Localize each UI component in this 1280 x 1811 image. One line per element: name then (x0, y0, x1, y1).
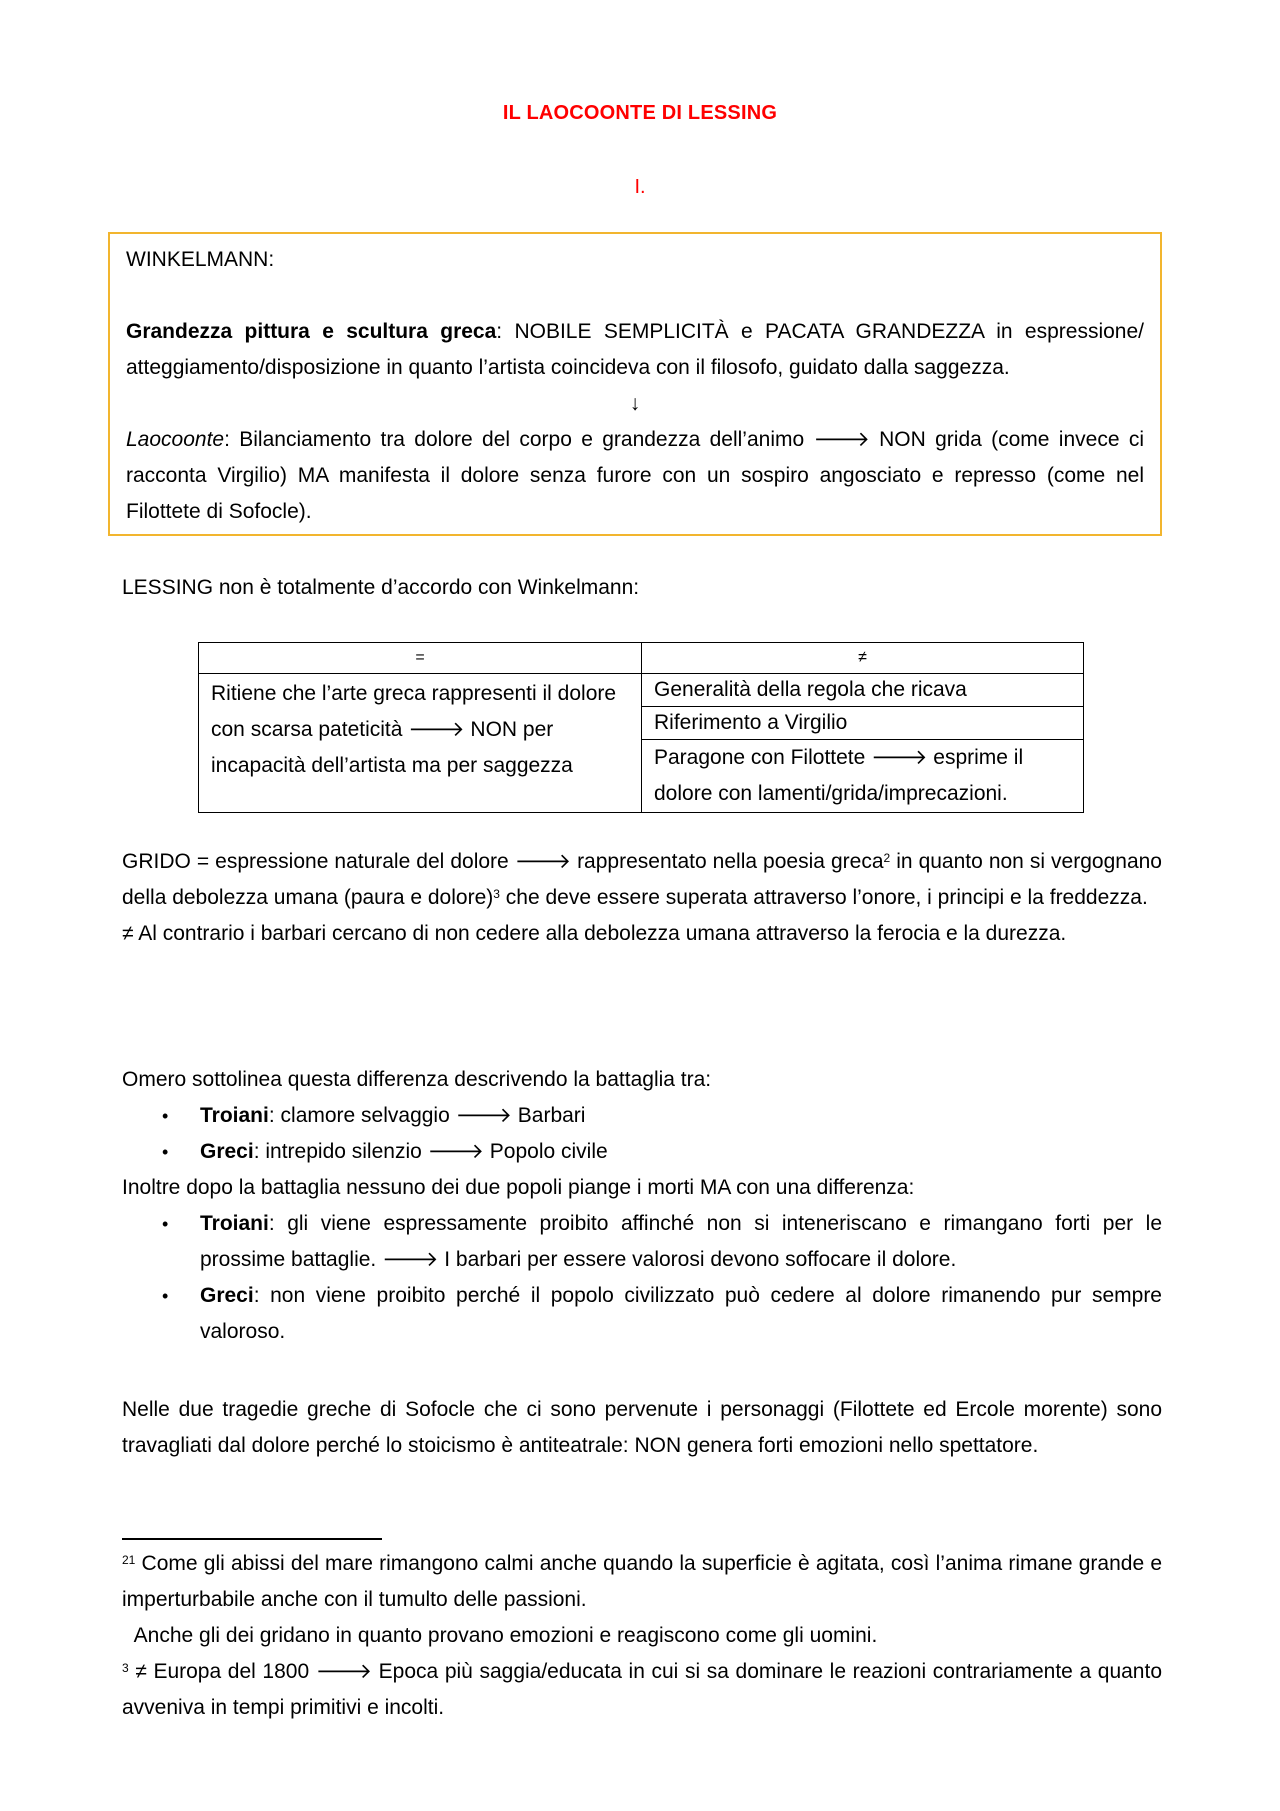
footnote-3-text: ≠ Europa del 1800 🡒 Epoca più saggia/educata in cui si sa dominare le reazioni contrariamente a quanto avveniva in tempi primitivi e incolti. (122, 1660, 1162, 1719)
box-paragraph-2 (126, 422, 1144, 530)
omero-section (122, 1062, 1162, 1350)
table-cell-agreement: Ritiene che l’arte greca rappresenti il dolore con scarsa pateticità 🡒 NON per incapacità dell’artista ma per saggezza (199, 674, 642, 813)
box-spacer (126, 278, 1144, 314)
grido-text (122, 844, 1162, 916)
list-item-text: : clamore selvaggio 🡒 Barbari (268, 1104, 586, 1127)
table-header-notequal: ≠ (642, 643, 1084, 674)
list-item-label: Greci (200, 1140, 254, 1163)
box-heading: WINKELMANN: (126, 248, 275, 271)
footnote-1-text: Come gli abissi del mare rimangono calmi anche quando la superficie è agitata, così l’anima rimane grande e imperturbabile anche con il tumulto delle passioni. (122, 1552, 1162, 1611)
bullet-icon: • (162, 1286, 169, 1306)
mourning-list (122, 1206, 1162, 1350)
list-item (122, 1206, 1162, 1278)
lessing-intro: LESSING non è totalmente d’accordo con Winkelmann: (122, 576, 640, 599)
winkelmann-box (108, 232, 1162, 536)
section-number: I. (634, 176, 646, 198)
footnote-1 (122, 1546, 1162, 1618)
omero-intro: Omero sottolinea questa differenza descrivendo la battaglia tra: (122, 1068, 712, 1091)
grido-part-3: che deve essere superata attraverso l’onore, i principi e la freddezza. (499, 886, 1148, 909)
list-item-text: : intrepido silenzio 🡒 Popolo civile (253, 1140, 608, 1163)
box-p1-text: : NOBILE SEMPLICITÀ e PACATA GRANDEZZA in espressione/ atteggiamento/disposizione in quanto l’artista coincideva con il filosofo, guidato dalla saggezza. (126, 320, 1144, 379)
footnote-3-mark: 3 (122, 1661, 129, 1675)
table-header-equal: = (199, 643, 642, 674)
sofocle-paragraph: Nelle due tragedie greche di Sofocle che ci sono pervenute i personaggi (Filottete ed Ercole morente) sono travagliati dal dolore perché lo stoicismo è antiteatrale: NON genera forti emozioni nello spettatore. (122, 1398, 1162, 1457)
list-item-label: Greci (200, 1284, 254, 1307)
box-p1-bold: Grandezza pittura e scultura greca (126, 320, 497, 343)
comparison-table (198, 642, 1084, 813)
list-item (122, 1098, 1162, 1134)
footnotes (122, 1546, 1162, 1726)
down-arrow-icon: ↓ (629, 392, 641, 415)
list-item-text: : gli viene espressamente proibito affinché non si inteneriscano e rimangano forti per le prossime battaglie. 🡒 I barbari per essere valorosi devono soffocare il dolore. (200, 1212, 1162, 1271)
table-cell-disagreement-3: Paragone con Filottete 🡒 esprime il dolore con lamenti/grida/imprecazioni. (642, 740, 1084, 813)
battle-list (122, 1098, 1162, 1170)
document-title: IL LAOCOONTE DI LESSING (502, 102, 778, 124)
list-item-text: : non viene proibito perché il popolo civilizzato può cedere al dolore rimanendo pur sempre valoroso. (200, 1284, 1162, 1343)
box-paragraph-1 (126, 314, 1144, 386)
footnote-separator (122, 1538, 382, 1540)
list-item-label: Troiani (200, 1104, 269, 1127)
table-cell-disagreement-1: Generalità della regola che ricava (642, 674, 1084, 707)
bullet-icon: • (162, 1214, 169, 1234)
grido-part-1: GRIDO = espressione naturale del dolore 🡒 rappresentato nella poesia greca (122, 850, 884, 873)
box-p2-italic: Laocoonte (126, 428, 225, 451)
omero-intro-2: Inoltre dopo la battaglia nessuno dei due popoli piange i morti MA con una differenza: (122, 1176, 915, 1199)
footnote-1-mark: 21 (122, 1553, 136, 1567)
footnote-ref-2[interactable]: 2 (883, 851, 891, 865)
bullet-icon: • (162, 1142, 169, 1162)
list-item (122, 1134, 1162, 1170)
footnote-3 (122, 1654, 1162, 1726)
grido-paragraph (122, 844, 1162, 952)
grido-contrast: ≠ Al contrario i barbari cercano di non cedere alla debolezza umana attraverso la ferocia e la durezza. (122, 922, 1067, 945)
box-p2-text: : Bilanciamento tra dolore del corpo e grandezza dell’animo 🡒 NON grida (come invece ci racconta Virgilio) MA manifesta il dolore senza furore con un sospiro angosciato e represso (come nel Filottete di Sofocle). (126, 428, 1144, 523)
footnote-2: Anche gli dei gridano in quanto provano emozioni e reagiscono come gli uomini. (122, 1624, 878, 1647)
list-item (122, 1278, 1162, 1350)
footnote-ref-3[interactable]: 3 (493, 887, 500, 901)
list-item-label: Troiani (200, 1212, 269, 1235)
bullet-icon: • (162, 1106, 169, 1126)
grido-part-2: in quanto non si vergognano della debolezza umana (paura e dolore) (122, 850, 1162, 909)
table-cell-disagreement-2: Riferimento a Virgilio (642, 707, 1084, 740)
